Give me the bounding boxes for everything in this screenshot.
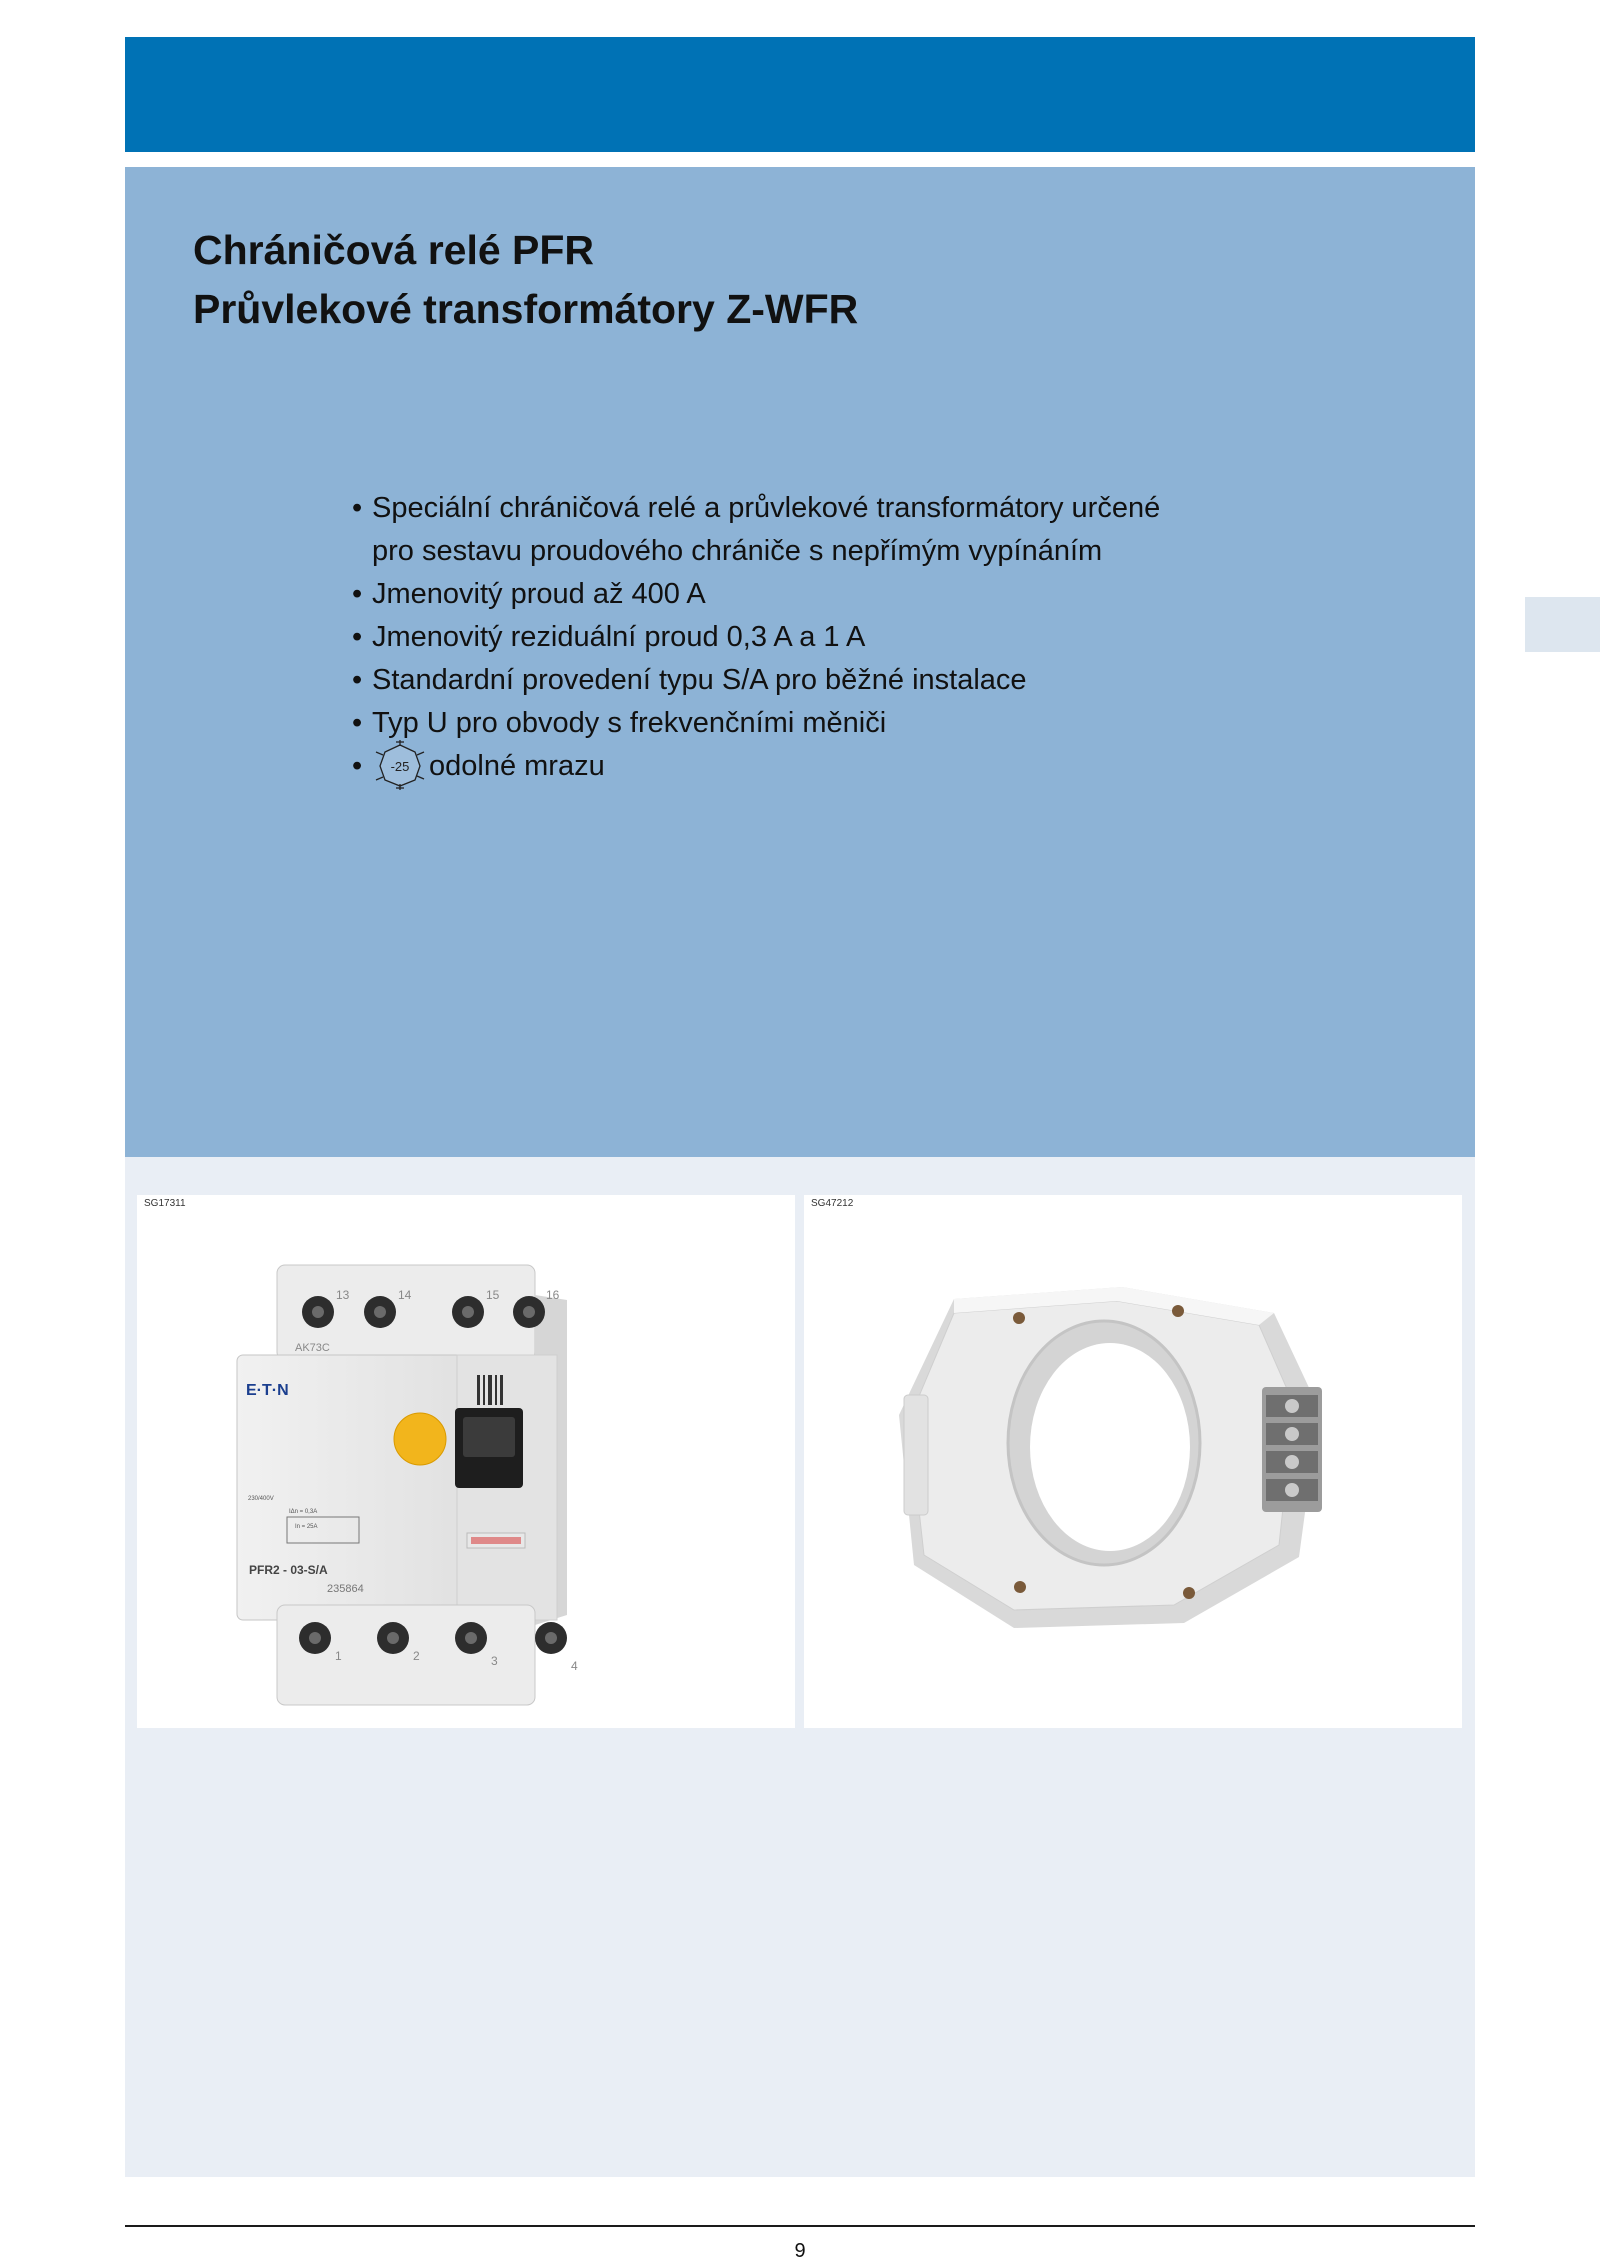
terminal-label: 3 [491,1654,498,1668]
product-label: PFR2 - 03-S/A [249,1563,328,1577]
page-title [193,221,858,339]
model-label: AK73C [295,1342,330,1354]
title-line-1: Chráničová relé PFR [193,227,595,273]
feature-list [352,487,1160,788]
photo-card-transformer [804,1195,1462,1728]
terminal-label: 4 [571,1659,578,1673]
terminal-label: 13 [336,1288,350,1302]
feature-item: • Jmenovitý proud až 400 A [352,573,1160,616]
rating-label: IΔn = 0,3A [289,1509,318,1515]
footer-rule [125,2225,1475,2227]
feature-item: • Jmenovitý reziduální proud 0,3 A a 1 A [352,616,1160,659]
title-line-2: Průvlekové transformátory Z-WFR [193,286,859,332]
feature-item: • -25 odolné mrazu [352,745,1160,788]
frost-resistant-icon [375,740,425,790]
terminal-label: 1 [335,1649,342,1663]
feature-item: • Speciální chráničová relé a průvlekové transformátory určené pro sestavu proudového chrániče s nepřímým vypínáním [352,487,1160,573]
terminal-label: 2 [413,1649,420,1663]
current-transformer-image [804,1195,1462,1728]
voltage-label: 230/400V [248,1496,274,1502]
side-tab-marker [1525,597,1600,652]
rating-label-2: In = 25A [295,1524,318,1530]
terminal-label: 15 [486,1288,500,1302]
photo-card-relay [137,1195,795,1728]
hero-panel [125,167,1475,1157]
feature-item: • Typ U pro obvody s frekvenčními měniči [352,702,1160,745]
terminal-label: 14 [398,1288,412,1302]
photo-code-label: SG17311 [144,1198,186,1209]
feature-item-continuation: pro sestavu proudového chrániče s nepřímým vypínáním [372,535,1103,567]
article-number: 235864 [327,1583,364,1595]
photo-code-label: SG47212 [811,1198,854,1209]
top-blue-band [125,37,1475,152]
terminal-label: 16 [546,1288,560,1302]
brand-logo: E·T·N [246,1382,289,1399]
residual-current-relay-image [137,1195,795,1728]
feature-item: • Standardní provedení typu S/A pro běžné instalace [352,659,1160,702]
frost-icon-value: • -25 [390,759,410,775]
page-number: 9 [794,2240,806,2262]
